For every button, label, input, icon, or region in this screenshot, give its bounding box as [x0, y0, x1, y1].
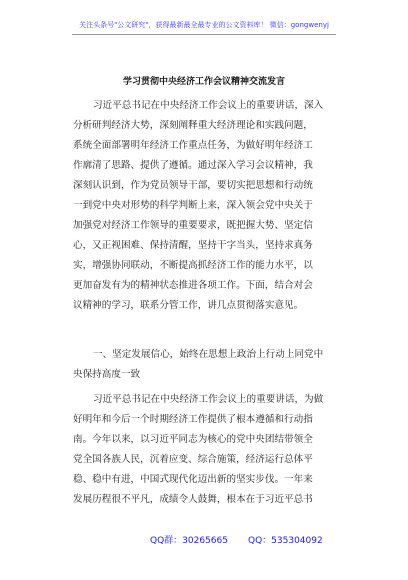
section-heading-1: [73, 345, 341, 385]
text-line: 分析研判经济大势，深刻阐释重大经济理论和实践问题，: [73, 120, 313, 131]
body-paragraph-1: [73, 96, 341, 316]
text-line: 更加奋发有为的精神状态推进各项工作。下面，结合对会: [73, 280, 313, 291]
text-line: 系统全面部署明年经济工作重点任务，为做好明年经济工: [73, 140, 313, 151]
text-line: 南。今年以来，以习近平同志为核心的党中央团结带领全: [73, 434, 313, 445]
footer-contact: [0, 533, 408, 547]
text-line: 加强党对经济工作领导的重要要求，既把握大势、坚定信: [73, 220, 313, 231]
text-line: 党全国各族人民，沉着应变、综合施策，经济运行总体平: [73, 454, 313, 465]
text-line: 习近平总书记在中央经济工作会议上的重要讲话，为做: [93, 394, 324, 405]
text-line: 好明年和今后一个时期经济工作提供了根本遵循和行动指: [73, 414, 313, 425]
text-line: 一到党中央对形势的科学判断上来，深入领会党中央关于: [73, 200, 313, 211]
text-line: 心，又正视困难、保持清醒，坚持干字当头，坚持求真务: [73, 240, 313, 251]
text-line: 深刻认识到，作为党员领导干部，要切实把思想和行动统: [73, 180, 313, 191]
page-title: 学习贯彻中央经济工作会议精神交流发言: [122, 77, 285, 87]
text-line: 实，增强协同联动，不断提高抓经济工作的能力水平，以: [73, 260, 313, 271]
body-paragraph-2: [73, 390, 341, 510]
text-line: 央保持高度一致: [73, 369, 141, 380]
text-line: 习近平总书记在中央经济工作会议上的重要讲话，深入: [93, 100, 324, 111]
header-divider: [72, 34, 336, 35]
qq-contact-number: QQ：535304092: [248, 536, 323, 546]
text-line: 作廓清了思路、提供了遵循。通过深入学习会议精神，我: [73, 160, 313, 171]
qq-group-number: QQ群：30265665: [150, 536, 228, 546]
text-line: 议精神的学习，联系分管工作，讲几点贯彻落实意见。: [73, 300, 304, 311]
text-line: 一、坚定发展信心，始终在思想上政治上行动上同党中: [93, 349, 324, 360]
text-line: 发展历程很不平凡，成绩令人鼓舞，根本在于习近平总书: [73, 494, 313, 505]
header-note: 关注头条号"公文研究"，获得最新最全最专业的公文资料库！ 微信：gongwenyj: [79, 21, 329, 29]
text-line: 稳、稳中有进，中国式现代化迈出新的坚实步伐。一年来: [73, 474, 313, 485]
